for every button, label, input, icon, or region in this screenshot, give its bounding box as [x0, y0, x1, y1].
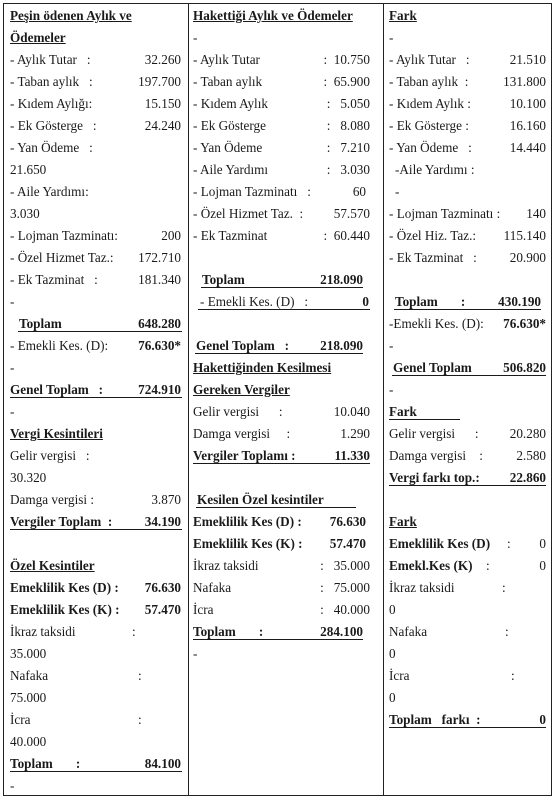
col3-dash: -: [389, 338, 394, 353]
col2-label-genel-toplam: Genel Toplam :: [196, 338, 290, 353]
col3-colon-icra: :: [511, 668, 515, 683]
col3-value-ozel-hizmet: 115.140: [503, 228, 546, 243]
col2-label-toplam-kesinti: Toplam :: [193, 624, 264, 639]
col3-label-damga-vergisi: Damga vergisi :: [389, 448, 483, 463]
col3-value-lojman: 140: [526, 206, 546, 221]
col3-label-toplam: Toplam :: [395, 294, 466, 309]
col1-value-vergiler-toplam: 34.190: [144, 514, 181, 529]
col3-vergi-farki-underline: [389, 485, 546, 486]
col2-label-icra: İcra: [193, 602, 214, 617]
col3-value-vergi-farki: 22.860: [509, 470, 546, 485]
col3-value-taban-aylik: 131.800: [503, 74, 546, 89]
col2-value-aylik-tutar: : 10.750: [323, 52, 370, 67]
col2-label-toplam: Toplam: [202, 272, 245, 287]
col3-value-emekli-kes: 76.630*: [503, 316, 546, 331]
col1-value-kidem: 15.150: [144, 96, 181, 111]
col3-value-emeklilik-k: 0: [539, 558, 546, 573]
col1-value-damga-vergisi: 3.870: [151, 492, 181, 507]
col3-fark2-underline: [389, 419, 460, 420]
col2-label-ozel-hizmet: - Özel Hizmet Taz. :: [193, 206, 304, 221]
col2-kesilmesi-heading-2: Gereken Vergiler: [193, 382, 290, 397]
col2-value-toplam: 218.090: [320, 272, 363, 287]
col2-value-ozel-hizmet: 57.570: [333, 206, 370, 221]
col1-toplam-underline: [18, 331, 182, 332]
col2-value-kidem: : 5.050: [326, 96, 370, 111]
col1-label-yan-odeme: - Yan Ödeme :: [10, 140, 93, 155]
col2-value-emekli-kes: 0: [362, 294, 369, 309]
col1-dash: -: [10, 778, 15, 793]
col3-fark-heading-2: Fark: [389, 404, 417, 419]
col3-colon-ikraz: :: [502, 580, 506, 595]
col3-toplam-underline: [394, 309, 541, 310]
col2-kesilmesi-heading-1: Hakettiğinden Kesilmesi: [193, 360, 332, 375]
col1-value-toplam: 648.280: [138, 316, 181, 331]
col1-value-aile-yardimi: 3.030: [10, 206, 40, 221]
col3-value-aile-yardimi: -: [395, 184, 400, 199]
col1-ozel-kesintiler-heading: Özel Kesintiler: [10, 558, 95, 573]
col3-label-taban-aylik: - Taban aylık :: [389, 74, 469, 89]
col1-value-emeklilik-d: 76.630: [144, 580, 181, 595]
col1-label-toplam-kesinti: Toplam :: [10, 756, 81, 771]
col1-value-toplam-kesinti: 84.100: [144, 756, 181, 771]
col3-value-toplam: 430.190: [498, 294, 541, 309]
col2-value-gelir-vergisi: 10.040: [333, 404, 370, 419]
col3-label-vergi-farki: Vergi farkı top.:: [389, 470, 480, 485]
col1-value-icra: 40.000: [10, 734, 47, 749]
col2-value-nafaka: : 75.000: [320, 580, 370, 595]
col3-label-aile-yardimi: -Aile Yardımı :: [395, 162, 475, 177]
col1-genel-underline: [10, 397, 182, 398]
col1-value-ek-gosterge: 24.240: [144, 118, 181, 133]
col3-label-toplam-fark: Toplam farkı :: [389, 712, 481, 727]
col3-dash: -: [389, 30, 394, 45]
col3-label-kidem: - Kıdem Aylık :: [389, 96, 471, 111]
col3-label-ek-tazminat: - Ek Tazminat :: [389, 250, 477, 265]
col1-label-gelir-vergisi: Gelir vergisi :: [10, 448, 90, 463]
col1-vergiler-underline: [10, 529, 182, 530]
col3-toplam-fark-underline: [389, 727, 546, 728]
col2-label-emeklilik-d: Emeklilik Kes (D) :: [193, 514, 302, 529]
col1-label-emeklilik-d: Emeklilik Kes (D) :: [10, 580, 119, 595]
col1-label-lojman: - Lojman Tazminatı:: [10, 228, 118, 243]
col3-label-gelir-vergisi: Gelir vergisi :: [389, 426, 479, 441]
col1-value-taban-aylik: 197.700: [138, 74, 181, 89]
col2-vergiler-underline: [193, 463, 370, 464]
col1-value-nafaka: 75.000: [10, 690, 47, 705]
col1-label-ikraz: İkraz taksidi: [10, 624, 76, 639]
col3-value-emeklilik-d: 0: [539, 536, 546, 551]
col1-label-aylik-tutar: - Aylık Tutar :: [10, 52, 91, 67]
col1-dash: -: [10, 404, 15, 419]
col3-fark-heading-3: Fark: [389, 514, 417, 529]
col1-value-ozel-hizmet: 172.710: [138, 250, 181, 265]
col2-value-emeklilik-d: 76.630: [329, 514, 366, 529]
col1-label-kidem: - Kıdem Aylığı:: [10, 96, 93, 111]
col1-title-line1: Peşin ödenen Aylık ve: [10, 8, 132, 23]
col1-label-icra: İcra: [10, 712, 31, 727]
col1-colon-icra: :: [138, 712, 142, 727]
col2-value-icra: : 40.000: [320, 602, 370, 617]
col2-title: Hakettiği Aylık ve Ödemeler: [193, 8, 353, 23]
col1-value-genel-toplam: 724.910: [138, 382, 181, 397]
col1-colon-nafaka: :: [138, 668, 142, 683]
col1-dash: -: [10, 360, 15, 375]
col1-vergi-kesintileri-heading: Vergi Kesintileri: [10, 426, 103, 441]
col3-value-icra: 0: [389, 690, 396, 705]
col3-value-aylik-tutar: 21.510: [509, 52, 546, 67]
col2-label-aile-yardimi: - Aile Yardımı: [193, 162, 269, 177]
col1-label-ek-gosterge: - Ek Gösterge :: [10, 118, 97, 133]
col3-label-emeklilik-d: Emeklilik Kes (D): [389, 536, 491, 551]
col3-dash: -: [389, 382, 394, 397]
col3-value-damga-vergisi: 2.580: [516, 448, 546, 463]
col2-value-damga-vergisi: 1.290: [340, 426, 370, 441]
col1-value-gelir-vergisi: 30.320: [10, 470, 47, 485]
col1-label-emekli-kes: - Emekli Kes. (D):: [10, 338, 109, 353]
col3-genel-underline: [392, 375, 546, 376]
col2-value-ikraz: : 35.000: [320, 558, 370, 573]
col2-value-ek-gosterge: : 8.080: [326, 118, 370, 133]
col2-label-emekli-kes: - Emekli Kes. (D) :: [200, 294, 309, 309]
col1-value-emekli-kes: 76.630*: [138, 338, 181, 353]
col3-label-icra: İcra: [389, 668, 410, 683]
col2-label-yan-odeme: - Yan Ödeme: [193, 140, 263, 155]
col3-label-ek-gosterge: - Ek Gösterge :: [389, 118, 469, 133]
col3-label-yan-odeme: - Yan Ödeme :: [389, 140, 472, 155]
col2-label-ek-tazminat: - Ek Tazminat: [193, 228, 268, 243]
col2-value-genel-toplam: 218.090: [320, 338, 363, 353]
col1-value-ek-tazminat: 181.340: [138, 272, 181, 287]
col2-kesilen-heading: Kesilen Özel kesintiler: [197, 492, 324, 507]
col2-label-lojman: - Lojman Tazminatı :: [193, 184, 311, 199]
col3-value-toplam-fark: 0: [539, 712, 546, 727]
col3-label-emeklilik-k: Emekl.Kes (K): [389, 558, 473, 573]
col3-label-lojman: - Lojman Tazminatı :: [389, 206, 501, 221]
col2-value-vergiler-toplami: 11.330: [334, 448, 370, 463]
col1-label-damga-vergisi: Damga vergisi :: [10, 492, 94, 507]
col1-label-nafaka: Nafaka: [10, 668, 49, 683]
column-divider-1: [188, 3, 189, 796]
col2-label-nafaka: Nafaka: [193, 580, 232, 595]
col3-label-aylik-tutar: - Aylık Tutar :: [389, 52, 470, 67]
col3-value-nafaka: 0: [389, 646, 396, 661]
col2-value-toplam-kesinti: 284.100: [320, 624, 363, 639]
col1-title-line2: Ödemeler: [10, 30, 66, 45]
column-divider-2: [383, 3, 384, 796]
col1-value-lojman: 200: [161, 228, 181, 243]
col2-label-gelir-vergisi: Gelir vergisi :: [193, 404, 283, 419]
col3-value-ek-tazminat: 20.900: [509, 250, 546, 265]
col1-dash: -: [10, 294, 15, 309]
col2-value-yan-odeme: : 7.210: [326, 140, 370, 155]
col1-label-taban-aylik: - Taban aylık :: [10, 74, 93, 89]
col1-label-toplam: Toplam: [19, 316, 62, 331]
col2-toplam-kesinti-underline: [193, 639, 363, 640]
col1-label-ozel-hizmet: - Özel Hizmet Taz.:: [10, 250, 114, 265]
col2-label-emeklilik-k: Emeklilik Kes (K) :: [193, 536, 303, 551]
col3-label-genel-toplam: Genel Toplam: [393, 360, 472, 375]
col2-label-vergiler-toplami: Vergiler Toplamı :: [193, 448, 296, 463]
col3-label-ozel-hizmet: - Özel Hiz. Taz.:: [389, 228, 477, 243]
col1-value-ikraz: 35.000: [10, 646, 47, 661]
col2-value-ek-tazminat: : 60.440: [323, 228, 370, 243]
col3-value-gelir-vergisi: 20.280: [509, 426, 546, 441]
col2-label-taban-aylik: - Taban aylık: [193, 74, 263, 89]
col3-colon-emeklilik-d: :: [507, 536, 511, 551]
col3-value-kidem: 10.100: [509, 96, 546, 111]
col3-label-nafaka: Nafaka: [389, 624, 428, 639]
col1-label-ek-tazminat: - Ek Tazminat :: [10, 272, 98, 287]
col2-label-aylik-tutar: - Aylık Tutar: [193, 52, 260, 67]
col2-label-kidem: - Kıdem Aylık: [193, 96, 268, 111]
col3-colon-nafaka: :: [505, 624, 509, 639]
col3-label-emekli-kes: -Emekli Kes. (D):: [389, 316, 484, 331]
col2-emekli-underline: [198, 309, 370, 310]
col3-value-genel-toplam: 506.820: [503, 360, 546, 375]
col1-label-aile-yardimi: - Aile Yardımı:: [10, 184, 89, 199]
col1-label-emeklilik-k: Emeklilik Kes (K) :: [10, 602, 120, 617]
col1-toplam-kesinti-underline: [10, 771, 182, 772]
col3-title: Fark: [389, 8, 417, 23]
col2-label-ek-gosterge: - Ek Gösterge: [193, 118, 267, 133]
col1-label-genel-toplam: Genel Toplam :: [10, 382, 104, 397]
col2-value-lojman: 60: [352, 184, 366, 199]
col2-label-damga-vergisi: Damga vergisi :: [193, 426, 291, 441]
col2-label-ikraz: İkraz taksidi: [193, 558, 259, 573]
col1-value-yan-odeme: 21.650: [10, 162, 47, 177]
col3-value-ikraz: 0: [389, 602, 396, 617]
col2-genel-underline: [195, 353, 363, 354]
col2-kesilen-underline: [196, 507, 356, 508]
col3-value-yan-odeme: 14.440: [509, 140, 546, 155]
col2-value-aile-yardimi: : 3.030: [326, 162, 370, 177]
col2-dash: -: [193, 646, 198, 661]
col1-value-aylik-tutar: 32.260: [144, 52, 181, 67]
col2-dash: -: [193, 30, 198, 45]
col3-value-ek-gosterge: 16.160: [509, 118, 546, 133]
col1-value-emeklilik-k: 57.470: [144, 602, 181, 617]
col1-label-vergiler-toplam: Vergiler Toplam :: [10, 514, 113, 529]
col3-colon-emeklilik-k: :: [486, 558, 490, 573]
col2-value-taban-aylik: : 65.900: [323, 74, 370, 89]
col3-label-ikraz: İkraz taksidi: [389, 580, 455, 595]
col1-colon-ikraz: :: [132, 624, 136, 639]
col2-value-emeklilik-k: 57.470: [329, 536, 366, 551]
col2-toplam-underline: [201, 287, 363, 288]
